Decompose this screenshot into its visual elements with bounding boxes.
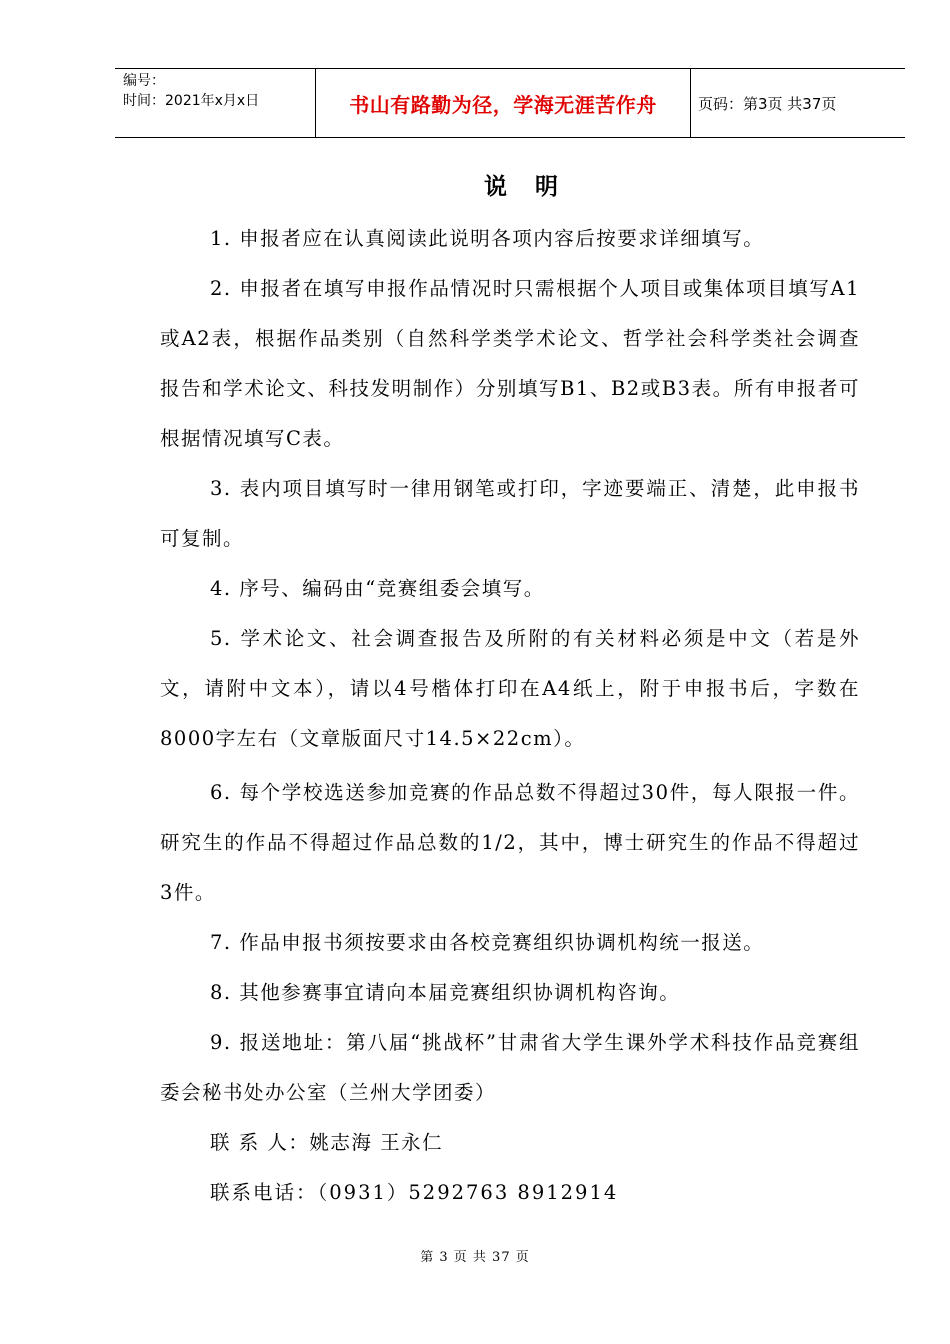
page-header <box>115 68 905 138</box>
header-page-info: 页码：第3页 共37页 <box>698 94 837 113</box>
paragraph-5: 5. 学术论文、社会调查报告及所附的有关材料必须是中文（若是外文，请附中文本），请以4号楷体打印在A4纸上，附于申报书后，字数在8000字左右（文章版面尺寸14.5×22cm）。 <box>160 627 860 750</box>
paragraph-4: 4. 序号、编码由“竞赛组委会填写。 <box>210 577 545 600</box>
time-label: 时间：2021年x月x日 <box>123 93 260 109</box>
paragraph-3: 3. 表内项目填写时一律用钢笔或打印，字迹要端正、清楚，此申报书可复制。 <box>160 477 860 550</box>
page-footer: 第 3 页 共 37 页 <box>420 1250 530 1265</box>
contact-person: 联 系 人：姚志海 王永仁 <box>210 1131 444 1154</box>
header-meta <box>115 69 315 137</box>
paragraph-7: 7. 作品申报书须按要求由各校竞赛组织协调机构统一报送。 <box>210 931 765 954</box>
paragraph-6: 6. 每个学校选送参加竞赛的作品总数不得超过30件，每人限报一件。研究生的作品不得超过作品总数的1/2，其中，博士研究生的作品不得超过3件。 <box>160 781 860 904</box>
paragraph-1: 1. 申报者应在认真阅读此说明各项内容后按要求详细填写。 <box>210 227 765 250</box>
code-label: 编号： <box>123 73 165 89</box>
header-motto: 书山有路勤为径，学海无涯苦作舟 <box>315 69 691 137</box>
paragraph-8: 8. 其他参赛事宜请向本届竞赛组织协调机构咨询。 <box>210 981 681 1004</box>
paragraph-9: 9. 报送地址：第八届“挑战杯”甘肃省大学生课外学术科技作品竞赛组委会秘书处办公室（兰州大学团委） <box>160 1031 860 1104</box>
document-body <box>160 214 860 1218</box>
contact-phone: 联系电话：（0931）5292763 8912914 <box>210 1181 619 1204</box>
page-title: 说明 <box>484 174 586 200</box>
paragraph-2: 2. 申报者在填写申报作品情况时只需根据个人项目或集体项目填写A1或A2表，根据作品类别（自然科学类学术论文、哲学社会科学类社会调查报告和学术论文、科技发明制作）分别填写B1、B2或B3表。所有申报者可根据情况填写C表。 <box>160 277 860 450</box>
